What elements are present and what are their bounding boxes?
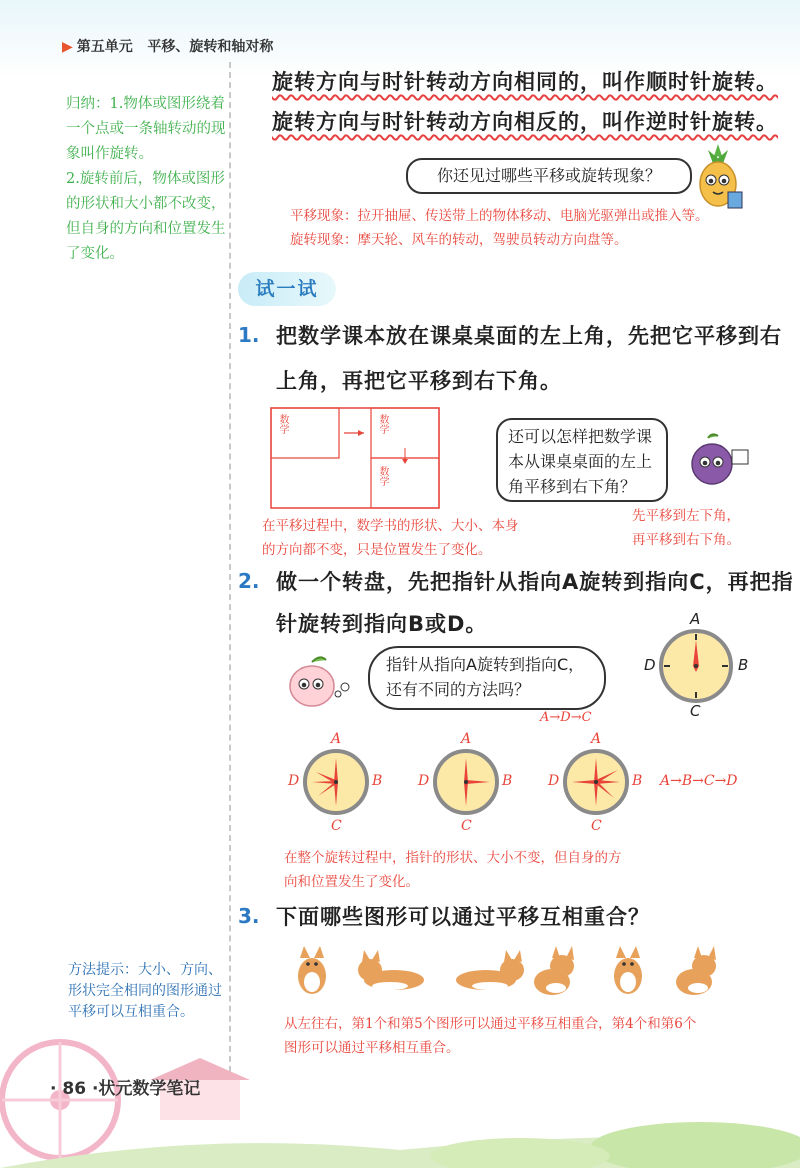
q1-answer-1: 先平移到左下角， — [632, 508, 740, 524]
q2-note-1: 在整个旋转过程中，指针的形状、大小不变，但自身的方 — [284, 850, 622, 866]
triangle-icon: ▶ — [62, 39, 73, 55]
dial-3-label-a: A — [591, 731, 602, 747]
dial-3 — [548, 731, 643, 834]
book-label-2: 数学 — [377, 414, 388, 434]
q1-number: 1. — [238, 323, 260, 347]
dial-3-label-b: B — [632, 773, 643, 789]
book-label-3: 数学 — [377, 466, 388, 486]
book-label-1: 数学 — [277, 414, 288, 434]
column-divider — [229, 62, 231, 1092]
q3-number: 3. — [238, 904, 260, 928]
dial-main-label-c: C — [690, 702, 701, 720]
summary-title: 归纳： — [66, 96, 110, 112]
q2-bubble-line-1: 指针从指向A旋转到指向C， — [386, 655, 585, 674]
dial-2-label-d: D — [418, 773, 430, 789]
path-a-d-c: A→D→C — [540, 710, 592, 725]
q1-note-2: 的方向都不变，只是位置发生了变化。 — [262, 542, 492, 558]
summary-item-1: 1.物体或图形绕着一个点或一条轴转动的现象叫作旋转。 — [66, 96, 226, 162]
q2-line-1: 做一个转盘，先把指针从指向A旋转到指向C，再把指 — [276, 570, 794, 594]
dial-main — [644, 610, 749, 720]
q2-number: 2. — [238, 569, 260, 593]
desk-diagram — [270, 406, 442, 510]
q1-line-1: 把数学课本放在课桌桌面的左上角，先把它平移到右 — [276, 324, 782, 348]
dial-3-label-d: D — [548, 773, 560, 789]
q2-note-2: 向和位置发生了变化。 — [284, 874, 419, 890]
q1-answer-2: 再平移到右下角。 — [632, 532, 740, 548]
dial-main-label-a: A — [690, 610, 701, 628]
q2-bubble — [368, 646, 606, 710]
dial-2-label-b: B — [502, 773, 513, 789]
dial-2-face — [432, 748, 500, 816]
mangosteen-mascot-icon — [682, 430, 752, 490]
q1-bubble: 还可以怎样把数学课本从课桌桌面的左上角平移到右下角？ — [496, 418, 668, 502]
summary-item-2: 2.旋转前后，物体或图形的形状和大小都不改变，但自身的方向和位置发生了变化。 — [66, 171, 226, 262]
q2-bubble-line-2: 还有不同的方法吗？ — [386, 680, 531, 699]
q1-note-1: 在平移过程中，数学书的形状、大小、本身 — [262, 518, 519, 534]
dial-2-label-a: A — [461, 731, 472, 747]
dial-3-face — [562, 748, 630, 816]
q2-line-2: 针旋转到指向B或D。 — [276, 612, 488, 636]
pineapple-mascot-icon — [690, 140, 746, 214]
rotation-examples: 旋转现象：摩天轮、风车的转动，驾驶员转动方向盘等。 — [290, 232, 628, 248]
method-tip-title: 方法提示： — [68, 962, 138, 978]
page-number: · 86 · — [50, 1079, 99, 1099]
method-tip-body: 大小、方向、形状完全相同的图形通过平移可以互相重合。 — [68, 962, 222, 1020]
dial-3-label-c: C — [591, 818, 602, 834]
dial-1-label-d: D — [288, 773, 300, 789]
definition-counterclockwise: 旋转方向与时针转动方向相反的，叫作逆时针旋转。 — [272, 110, 778, 134]
dial-1-label-b: B — [372, 773, 383, 789]
dial-1-face — [302, 748, 370, 816]
path-a-b-c-d: A→B→C→D — [660, 773, 738, 789]
q3-question: 下面哪些图形可以通过平移互相重合？ — [276, 905, 650, 929]
unit-name: 第五单元 — [76, 39, 133, 55]
q1-line-2: 上角，再把它平移到右下角。 — [276, 369, 562, 393]
dial-2-label-c: C — [461, 818, 472, 834]
dial-2 — [418, 731, 513, 834]
peach-mascot-icon — [282, 654, 352, 714]
q3-answer-2: 图形可以通过平移相互重合。 — [284, 1040, 460, 1056]
unit-topic: 平移、旋转和轴对称 — [147, 39, 274, 55]
dial-main-face — [658, 628, 734, 704]
dial-main-label-b: B — [738, 656, 749, 674]
dial-1-label-c: C — [331, 818, 342, 834]
dial-1 — [288, 731, 383, 834]
unit-header — [62, 36, 273, 56]
page-footer — [50, 1074, 200, 1099]
definition-clockwise: 旋转方向与时针转动方向相同的，叫作顺时针旋转。 — [272, 70, 778, 94]
q3-answer-1: 从左往右，第1个和第5个图形可以通过平移互相重合，第4个和第6个 — [284, 1016, 697, 1032]
question-bubble: 你还见过哪些平移或旋转现象？ — [406, 158, 692, 194]
dial-main-label-d: D — [644, 656, 656, 674]
dial-1-label-a: A — [331, 731, 342, 747]
book-title: 状元数学笔记 — [98, 1079, 201, 1099]
try-it-tag: 试一试 — [238, 272, 336, 306]
translation-examples: 平移现象：拉开抽屉、传送带上的物体移动、电脑光驱弹出或推入等。 — [290, 208, 709, 224]
summary-note — [66, 92, 226, 267]
